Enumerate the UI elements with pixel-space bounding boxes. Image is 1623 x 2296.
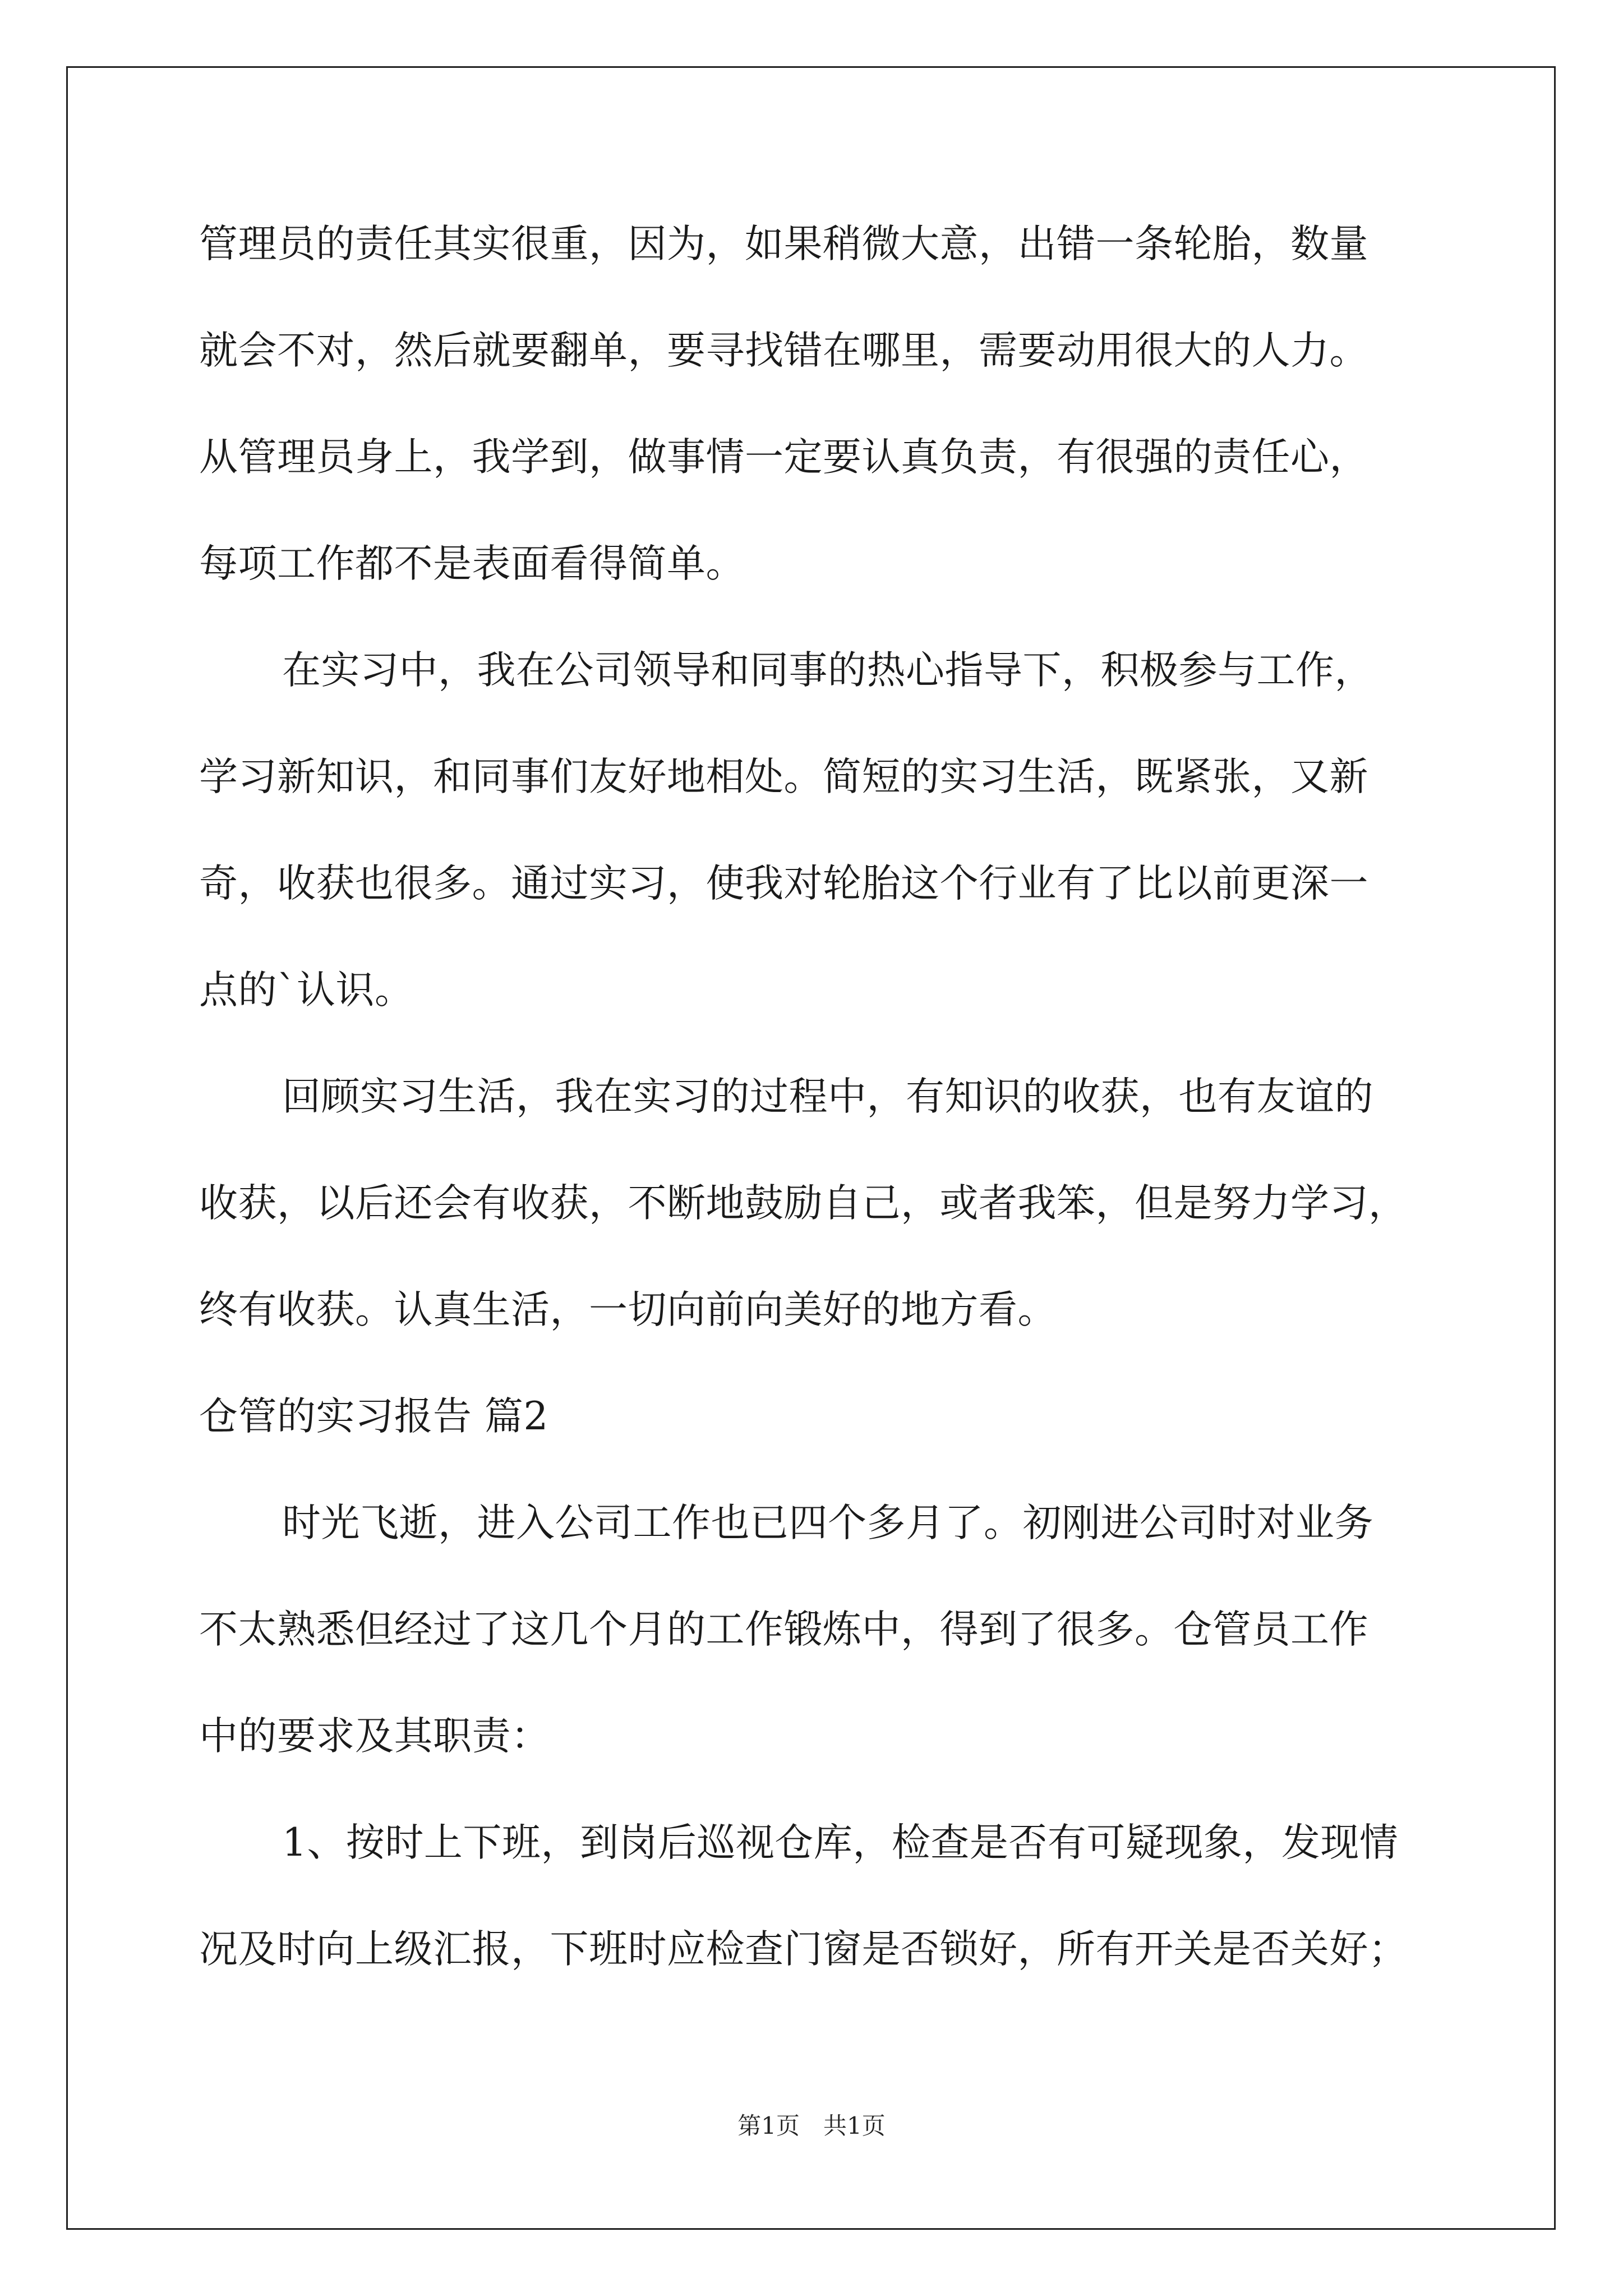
text-line: 每项工作都不是表面看得简单。 [199,541,745,586]
text-line: 奇，收获也很多。通过实习，使我对轮胎这个行业有了比以前更深一 [199,861,1368,906]
text-line: 中的要求及其职责： [199,1714,550,1759]
text-line: 况及时向上级汇报，下班时应检查门窗是否锁好，所有开关是否关好； [199,1927,1408,1972]
section-heading: 仓管的实习报告 篇2 [199,1394,548,1439]
text-line: 不太熟悉但经过了这几个月的工作锻炼中，得到了很多。仓管员工作 [199,1607,1368,1652]
text-line: 收获，以后还会有收获，不断地鼓励自己，或者我笨，但是努力学习， [199,1181,1408,1226]
text-line: 管理员的责任其实很重，因为，如果稍微大意，出错一条轮胎，数量 [199,222,1368,266]
page-number-footer: 第1页 共1页 [737,2112,886,2139]
paragraph-start-line: 回顾实习生活，我在实习的过程中，有知识的收获，也有友谊的 [282,1074,1373,1119]
text-line: 终有收获。认真生活，一切向前向美好的地方看。 [199,1287,1057,1332]
text-line: 从管理员身上，我学到，做事情一定要认真负责，有很强的责任心， [199,435,1368,480]
list-item-start-line: 1、按时上下班，到岗后巡视仓库，检查是否有可疑现象，发现情 [282,1820,1399,1865]
text-line: 点的`认识。 [199,968,414,1013]
text-line: 学习新知识，和同事们友好地相处。简短的实习生活，既紧张，又新 [199,754,1368,799]
page-border [66,66,1556,2230]
paragraph-start-line: 时光飞逝，进入公司工作也已四个多月了。初刚进公司时对业务 [282,1501,1373,1545]
paragraph-start-line: 在实习中，我在公司领导和同事的热心指导下，积极参与工作， [282,648,1373,693]
text-line: 就会不对，然后就要翻单，要寻找错在哪里，需要动用很大的人力。 [199,328,1368,373]
